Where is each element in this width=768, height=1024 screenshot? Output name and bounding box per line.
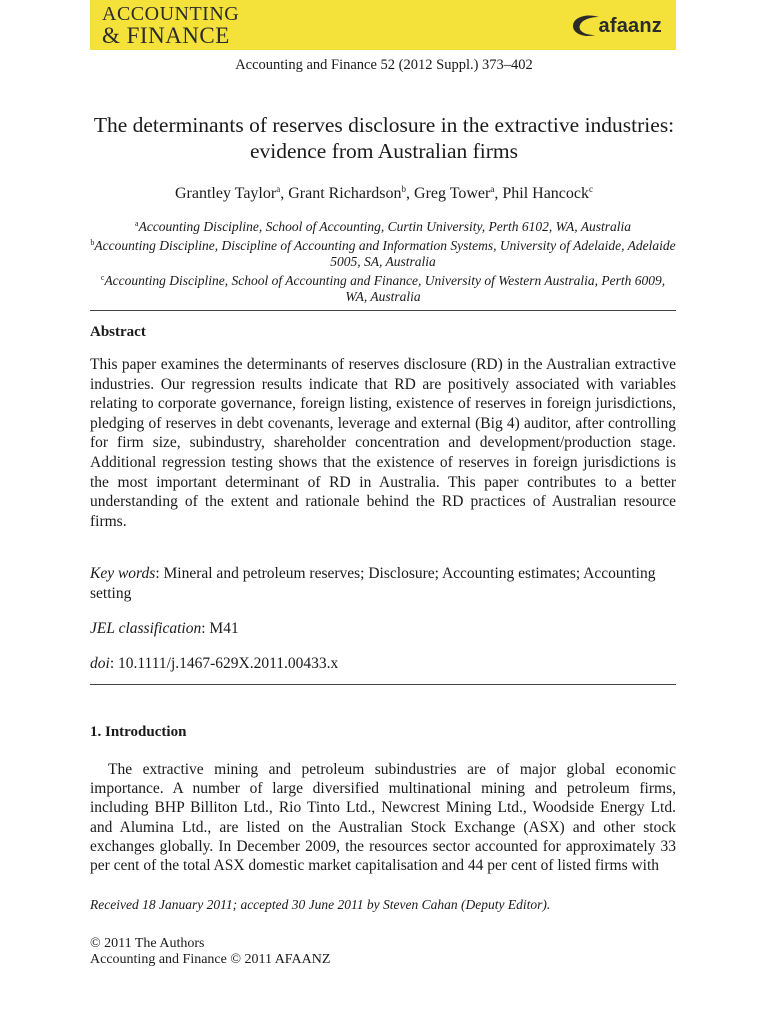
author-affil-mark: c: [589, 184, 594, 194]
jel-value: : M41: [201, 620, 239, 637]
jel-classification: [90, 619, 676, 639]
affiliation-text: Accounting Discipline, Discipline of Accounting and Information Systems, University of Adelaide, Adelaide 5005, SA, Australia: [94, 238, 676, 269]
keywords: [90, 564, 676, 603]
doi: [90, 654, 676, 674]
section-body: The extractive mining and petroleum subindustries are of major global economic importance. A number of large diversified multinational mining and petroleum firms, including BHP Billiton Ltd., Rio Tinto Ltd., Newcrest Mining Ltd., Woodside Energy Ltd. and Alumina Ltd., are listed on the Australian Stock Exchange (ASX) and other stock exchanges globally. In December 2009, the resources sector accounted for approximately 33 per cent of the total ASX domestic market capitalisation and 44 per cent of listed firms with: [90, 761, 676, 875]
paper-title: The determinants of reserves disclosure in the extractive industries: evidence from Australian firms: [93, 113, 675, 163]
swoosh-icon: [569, 13, 603, 39]
author-list: Grantley Taylor$^a$, Grant Richardson$^b$, Greg Tower$^a$, Phil Hancock$^c$: [174, 184, 594, 202]
affiliation-text: Accounting Discipline, School of Accounting, Curtin University, Perth 6102, WA, Australia: [138, 219, 631, 234]
divider: [90, 310, 676, 311]
divider: [90, 684, 676, 685]
journal-name-line1: ACCOUNTING: [102, 3, 240, 25]
affiliation-mark: b: [90, 238, 95, 247]
section-heading: 1. Introduction: [90, 724, 187, 740]
author-name: Grant Richardson: [288, 185, 402, 202]
copyright-footer: [90, 936, 330, 967]
affiliation-mark: c: [100, 273, 105, 282]
copyright-line: Accounting and Finance © 2011 AFAANZ: [90, 951, 331, 967]
keywords-value: : Mineral and petroleum reserves; Disclosure; Accounting estimates; Accounting setting: [90, 565, 656, 602]
doi-value[interactable]: : 10.1111/j.1467-629X.2011.00433.x: [109, 655, 339, 672]
affiliations: [90, 216, 676, 305]
author-affil-mark: a: [276, 184, 281, 194]
journal-name-line2: & FINANCE: [102, 23, 230, 48]
author-name: Greg Tower: [414, 185, 491, 202]
keywords-label: Key words: [90, 565, 156, 582]
afaanz-logo: [569, 12, 662, 40]
received-note: Received 18 January 2011; accepted 30 June 2011 by Steven Cahan (Deputy Editor).: [90, 897, 551, 912]
author-name: Phil Hancock: [502, 185, 590, 202]
journal-citation: Accounting and Finance 52 (2012 Suppl.) 373–402: [235, 57, 533, 73]
copyright-line: © 2011 The Authors: [90, 936, 205, 951]
affiliation-text: Accounting Discipline, School of Accounting and Finance, University of Western Australia, Perth 6009, WA, Australia: [104, 273, 666, 304]
affiliation: [90, 216, 676, 235]
afaanz-logo-text: afaanz: [598, 14, 662, 37]
affiliation: [90, 270, 676, 305]
doi-label: doi: [90, 655, 110, 672]
jel-label: JEL classification: [90, 620, 202, 637]
journal-banner: [90, 0, 676, 50]
affiliation-mark: a: [135, 219, 139, 228]
author-name: Grantley Taylor: [174, 185, 277, 202]
author-affil-mark: b: [401, 184, 407, 194]
affiliation: [90, 235, 676, 270]
abstract-body: This paper examines the determinants of reserves disclosure (RD) in the Australian extractive industries. Our regression results indicate that RD are positively associated with variables relating to corporate governance, foreign listing, existence of reserves in foreign jurisdictions, pledging of reserves in debt covenants, leverage and external (Big 4) auditor, after controlling for firm size, subindustry, shareholder concentration and development/production stage. Additional regression testing shows that the existence of reserves in foreign jurisdictions is the most important determinant of RD in Australia. This paper contributes to a better understanding of the extent and rationale behind the RD practices of Australian resource firms.: [90, 356, 676, 530]
author-affil-mark: a: [490, 184, 495, 194]
abstract-heading: Abstract: [90, 324, 146, 340]
